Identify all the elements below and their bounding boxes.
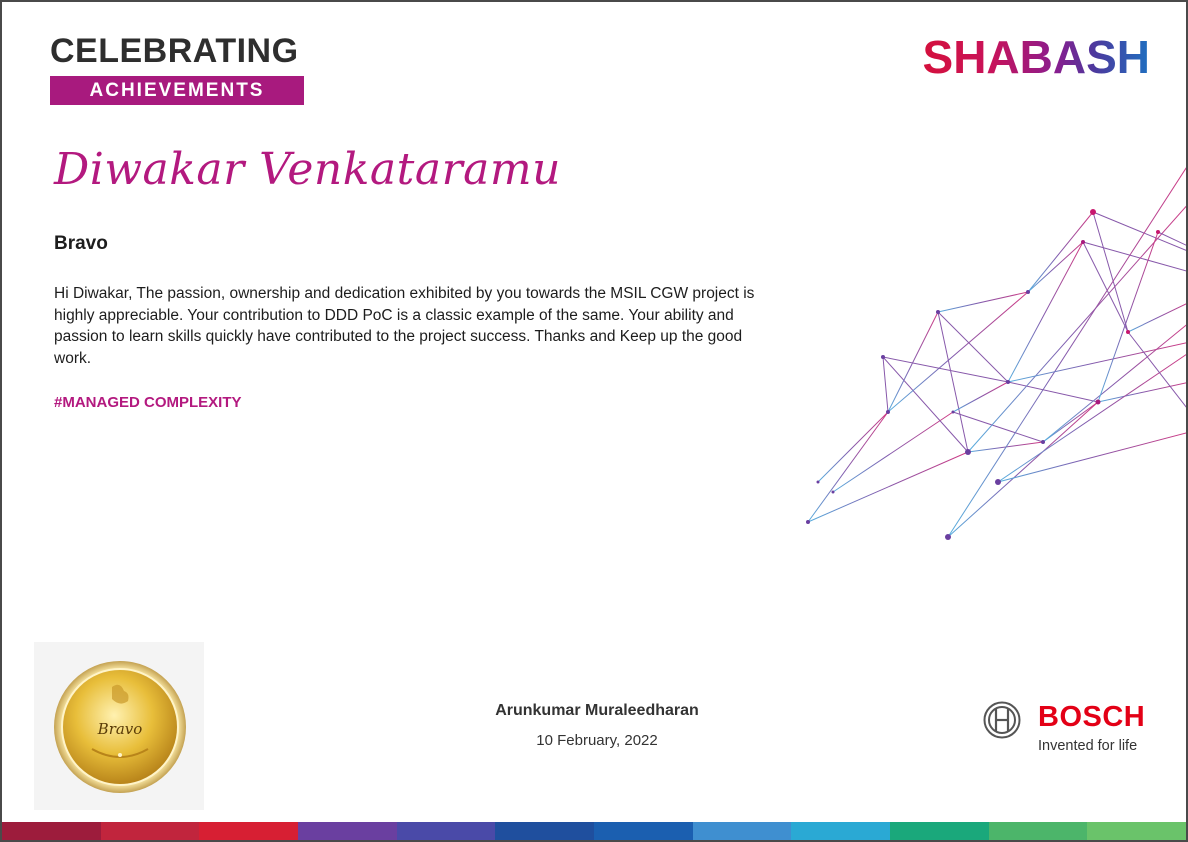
color-strip-segment (890, 822, 989, 840)
award-message: Hi Diwakar, The passion, ownership and dedication exhibited by you towards the MSIL CGW project is highly appreciable. Your contribution to DDD PoC is a classic example of the same. Your ability and passion to learn skills quickly have contributed to the project success. Thanks and Keep up the good work. (54, 285, 755, 367)
color-strip-segment (2, 822, 101, 840)
color-strip-segment (791, 822, 890, 840)
network-graphic (798, 152, 1188, 552)
celebrating-title: CELEBRATING (50, 32, 299, 70)
bosch-tagline: Invented for life (1038, 738, 1138, 754)
signer-name: Arunkumar Muraleedharan (495, 702, 699, 719)
issue-date: 10 February, 2022 (536, 732, 658, 749)
bravo-medal-icon (52, 659, 188, 795)
color-strip-segment (594, 822, 693, 840)
color-strip-segment (397, 822, 496, 840)
color-strip-segment (101, 822, 200, 840)
color-strip-segment (989, 822, 1088, 840)
color-strip-segment (495, 822, 594, 840)
shabash-logo: SHABASH (922, 31, 1150, 83)
bosch-armature-icon (982, 700, 1022, 740)
color-strip-segment (1087, 822, 1186, 840)
color-strip-segment (199, 822, 298, 840)
color-strip-segment (693, 822, 792, 840)
recipient-name: Diwakar Venkataramu (54, 144, 561, 195)
achievements-badge: ACHIEVEMENTS (50, 76, 304, 105)
medal-label: Bravo (97, 720, 143, 738)
value-hashtag: #MANAGED COMPLEXITY (54, 394, 242, 411)
bosch-logo-text: BOSCH (1038, 701, 1146, 733)
award-title: Bravo (54, 233, 108, 254)
color-strip-segment (298, 822, 397, 840)
color-strip (2, 822, 1186, 840)
